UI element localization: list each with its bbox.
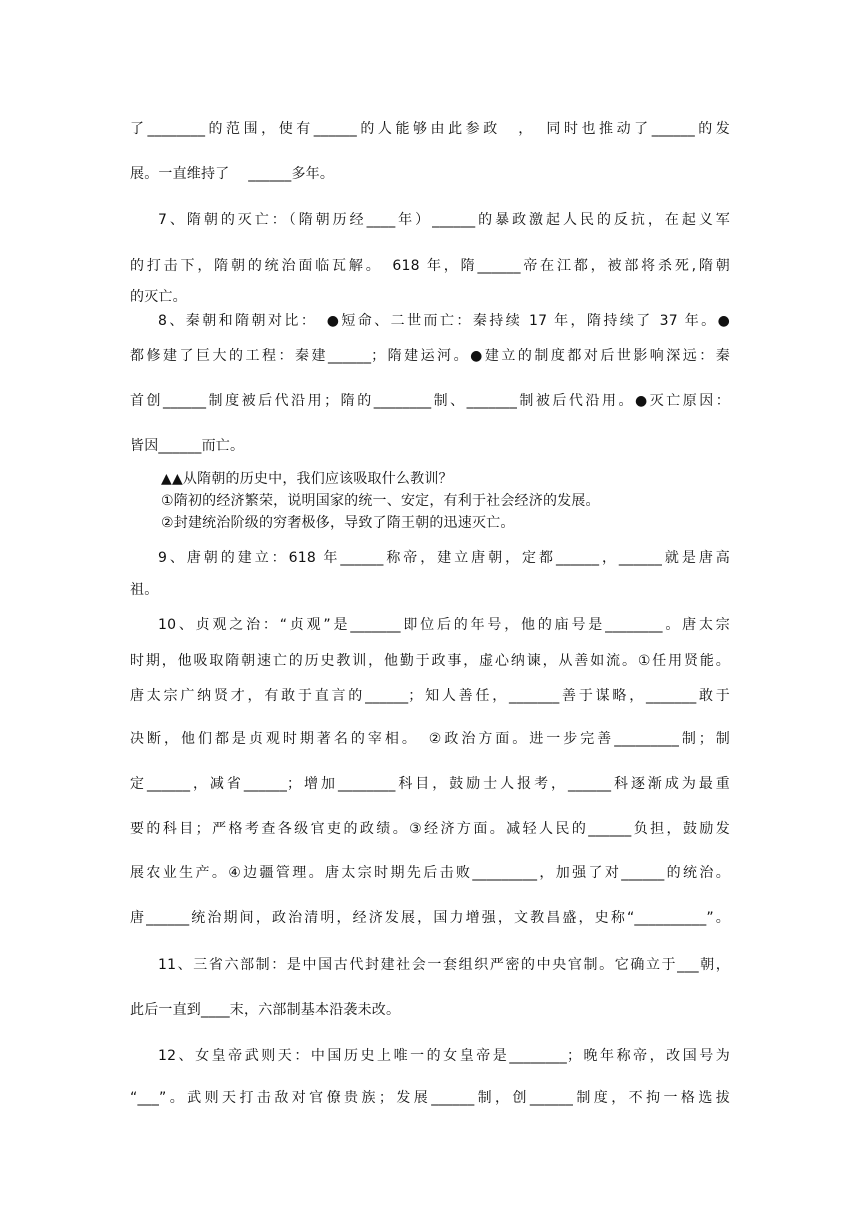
text-line: 的灭亡。 [130,289,187,305]
text-line: 祖。 [130,582,159,598]
lesson-answer-2: ②封建统治阶级的穷奢极侈，导致了隋王朝的迅速灭亡。 [161,515,515,531]
text-line: 定______，减省______；增加________科目，鼓励士人报考，______科逐渐成为最重 [130,776,730,792]
item-7-heading-line: 7、隋朝的灭亡：（隋朝历经____年）______的暴政激起人民的反抗，在起义军 [158,212,730,228]
text-line: 要的科目；严格考查各级官吏的政绩。③经济方面。减轻人民的______负担，鼓励发 [130,821,730,837]
lesson-answer-1: ①隋初的经济繁荣，说明国家的统一、安定，有利于社会经济的发展。 [161,493,600,509]
lesson-question: ▲▲从隋朝的历史中，我们应该吸取什么教训？ [161,471,453,487]
text-line: 皆因______而亡。 [130,438,245,454]
text-line: 唐______统治期间，政治清明，经济发展，国力增强，文教昌盛，史称“__________”。 [130,910,730,926]
item-9-heading-line: 9、唐朝的建立：618 年______称帝，建立唐朝，定都______，______就是唐高 [158,550,730,566]
text-line: 都修建了巨大的工程：秦建______；隋建运河。●建立的制度都对后世影响深远：秦 [130,348,730,364]
text-line: 展。一直维持了 ______多年。 [130,166,335,182]
text-line: 决断，他们都是贞观时期著名的宰相。 ②政治方面。进一步完善_________制；制 [130,731,730,747]
text-line: 了________的范围，使有______的人能够由此参政 ， 同时也推动了______的发 [130,121,730,137]
text-line: “___”。武则天打击敌对官僚贵族；发展______制，创______制度，不拘一格选拔 [130,1090,730,1106]
item-12-heading-line: 12、女皇帝武则天：中国历史上唯一的女皇帝是________；晚年称帝，改国号为 [158,1048,730,1064]
item-8-heading-line: 8、秦朝和隋朝对比： ●短命、二世而亡：秦持续 17 年，隋持续了 37 年。● [158,313,730,329]
text-line: 时期，他吸取隋朝速亡的历史教训，他勤于政事，虚心纳谏，从善如流。①任用贤能。 [130,653,730,669]
item-11-heading-line: 11、三省六部制：是中国古代封建社会一套组织严密的中央官制。它确立于___朝， [158,957,730,973]
text-line: 展农业生产。④边疆管理。唐太宗时期先后击败_________，加强了对______的统治。 [130,865,730,881]
text-line: 的打击下，隋朝的统治面临瓦解。 618 年，隋______帝在江都，被部将杀死,隋朝 [130,258,730,274]
text-line: 唐太宗广纳贤才，有敢于直言的______；知人善任，_______善于谋略，_______敢于 [130,688,730,704]
text-line: 此后一直到____末，六部制基本沿袭未改。 [130,1002,401,1018]
text-line: 首创______制度被后代沿用；隋的________制、_______制被后代沿用。●灭亡原因： [130,393,730,409]
item-10-heading-line: 10、贞观之治：“贞观”是_______即位后的年号，他的庙号是________。唐太宗 [158,617,730,633]
